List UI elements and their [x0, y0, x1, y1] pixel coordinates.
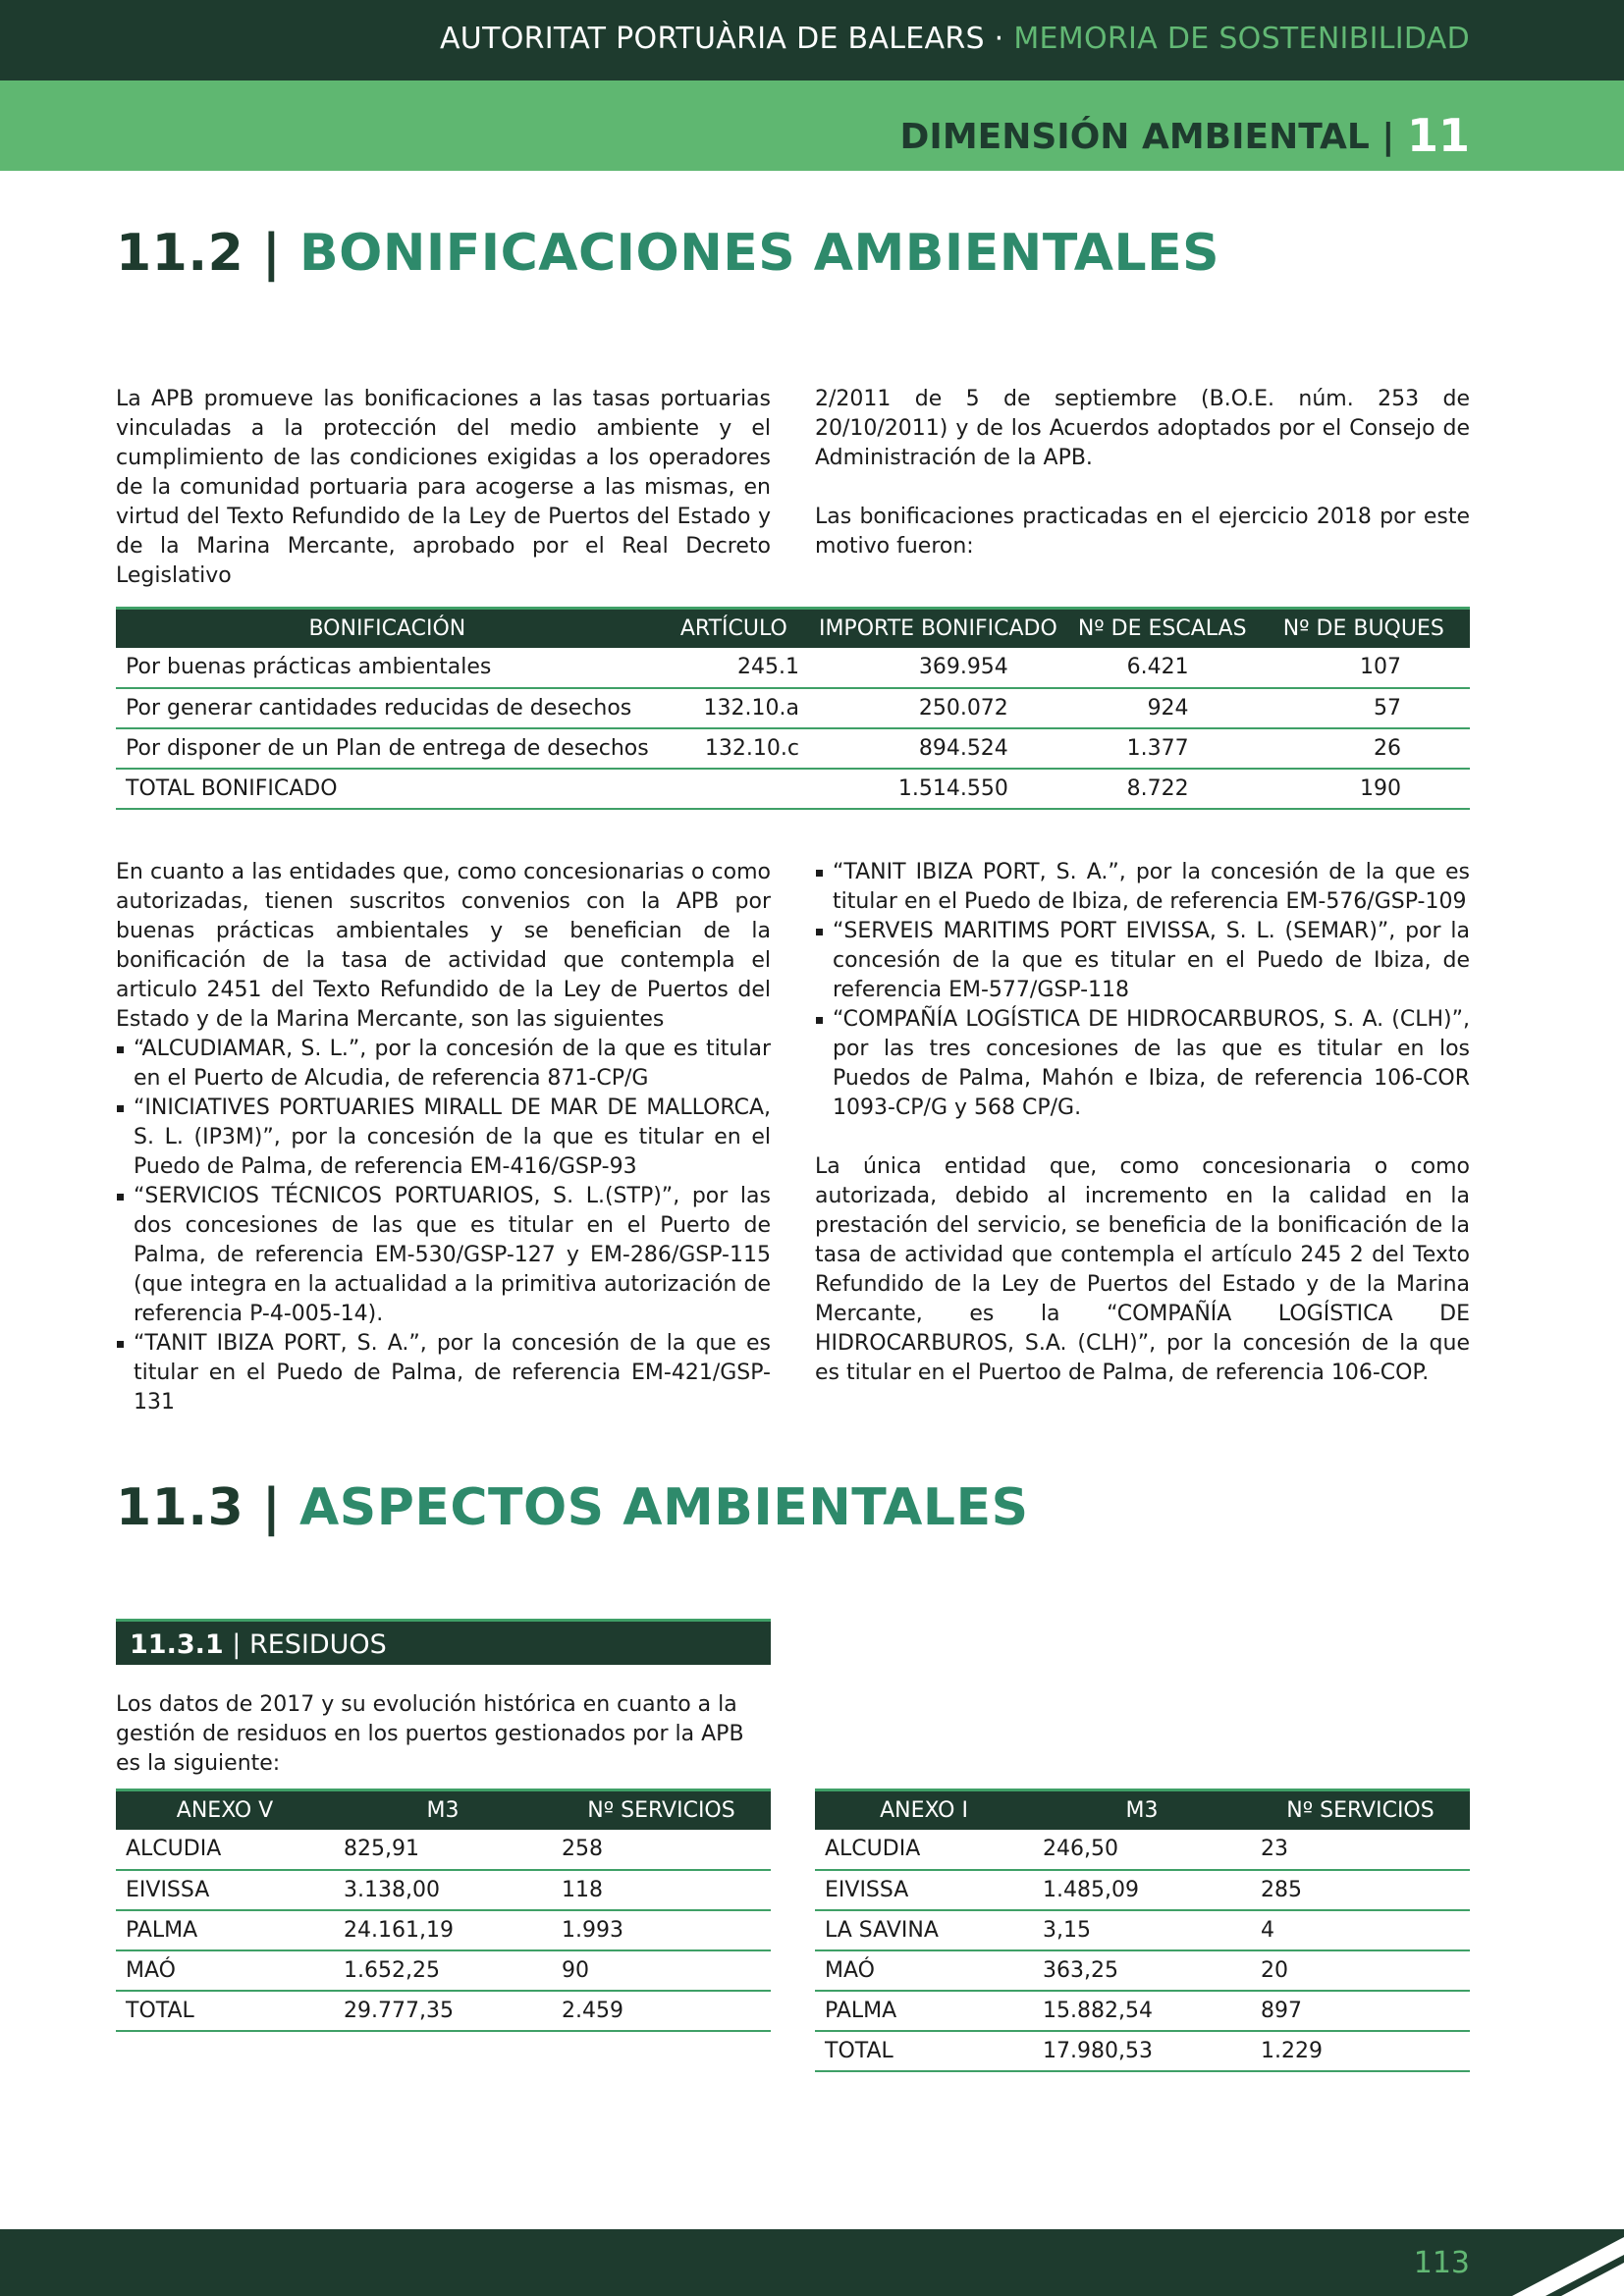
cell-servicios: 258 — [552, 1830, 771, 1870]
report-header — [440, 22, 1470, 56]
section-heading-11-2 — [116, 224, 1219, 283]
concessions-list-right — [815, 858, 1470, 1123]
table-header-row — [116, 1790, 771, 1830]
table-total-row — [116, 1991, 771, 2031]
cell-servicios: 1.993 — [552, 1910, 771, 1950]
cell-m3: 17.980,53 — [1033, 2031, 1251, 2071]
bonificaciones-table — [116, 607, 1470, 810]
cell-servicios: 23 — [1251, 1830, 1470, 1870]
cell-port: TOTAL — [815, 2031, 1033, 2071]
cell-m3: 3,15 — [1033, 1910, 1251, 1950]
cell-buques: 107 — [1258, 648, 1470, 688]
table-row — [815, 1991, 1470, 2031]
cell-servicios: 2.459 — [552, 1991, 771, 2031]
cell-articulo: 132.10.c — [659, 728, 809, 769]
table-row — [815, 1870, 1470, 1910]
table-row — [116, 648, 1470, 688]
residuos-intro: Los datos de 2017 y su evolución histórica en cuanto a la gestión de residuos en los puertos gestionados por la APB es la siguiente: — [116, 1692, 744, 1776]
chapter-number: 11 — [1406, 109, 1470, 162]
list-item: “SERVICIOS TÉCNICOS PORTUARIOS, S. L.(STP)”, por las dos concesiones de las que es titular en el Puerto de Palma, de referencia EM-530/GSP-127 y EM-286/GSP-115 (que integra en la actualidad a la primitiva autorización de referencia P-4-005-14). — [116, 1182, 771, 1329]
concessions-list-left — [116, 1035, 771, 1417]
cell-m3: 29.777,35 — [334, 1991, 552, 2031]
cell-buques: 190 — [1258, 769, 1470, 809]
section-heading-11-3 — [116, 1478, 1029, 1537]
col-header-servicios: Nº SERVICIOS — [552, 1790, 771, 1830]
cell-port: LA SAVINA — [815, 1910, 1033, 1950]
intro-left-column — [116, 385, 771, 591]
table-header-row — [815, 1790, 1470, 1830]
cell-articulo: 245.1 — [659, 648, 809, 688]
cell-bonificacion: Por buenas prácticas ambientales — [116, 648, 659, 688]
cell-port: ALCUDIA — [116, 1830, 334, 1870]
section-title: BONIFICACIONES AMBIENTALES — [299, 224, 1220, 283]
concessions-intro: En cuanto a las entidades que, como concesionarias o como autorizadas, tienen suscritos convenios con la APB por buenas prácticas ambientales y se benefician de la bonificación de la tasa de actividad que contempla el articulo 2451 del Texto Refundido de la Ley de Puertos del Estado y de la Marina Mercante, son las siguientes — [116, 860, 771, 1032]
cell-articulo — [659, 769, 809, 809]
col-header-escalas: Nº DE ESCALAS — [1067, 609, 1258, 648]
col-header-m3: M3 — [1033, 1790, 1251, 1830]
table-row — [116, 1830, 771, 1870]
bonuses-lead: Las bonificaciones practicadas en el ejercicio 2018 por este motivo fueron: — [815, 505, 1470, 559]
cell-buques: 57 — [1258, 688, 1470, 728]
cell-bonificacion: Por generar cantidades reducidas de desechos — [116, 688, 659, 728]
cell-servicios: 118 — [552, 1870, 771, 1910]
cell-port: MAÓ — [815, 1950, 1033, 1991]
anexo-i-table — [815, 1789, 1470, 2072]
cell-bonificacion: Por disponer de un Plan de entrega de desechos — [116, 728, 659, 769]
cell-escalas: 8.722 — [1067, 769, 1258, 809]
cell-articulo: 132.10.a — [659, 688, 809, 728]
list-item: “ALCUDIAMAR, S. L.”, por la concesión de la que es titular en el Puerto de Alcudia, de referencia 871-CP/G — [116, 1035, 771, 1094]
table-row — [116, 688, 1470, 728]
cell-port: ALCUDIA — [815, 1830, 1033, 1870]
cell-m3: 1.485,09 — [1033, 1870, 1251, 1910]
cell-escalas: 6.421 — [1067, 648, 1258, 688]
subsection-title: RESIDUOS — [248, 1629, 387, 1660]
footer-bar — [0, 2229, 1624, 2296]
cell-m3: 15.882,54 — [1033, 1991, 1251, 2031]
col-header-anexo: ANEXO I — [815, 1790, 1033, 1830]
quality-bonus-paragraph: La única entidad que, como concesionaria o como autorizada, debido al incremento en la calidad en la prestación del servicio, se beneficia de la bonificación de la tasa de actividad que contempla el artículo 245 2 del Texto Refundido de la Ley de Puertos del Estado y de la Marina Mercante, es la “COMPAÑÍA LOGÍSTICA DE HIDROCARBUROS, S.A. (CLH)”, por la concesión de la que es titular en el Puertoo de Palma, de referencia 106-COP. — [815, 1154, 1470, 1385]
chapter-separator: | — [1369, 117, 1407, 157]
cell-m3: 825,91 — [334, 1830, 552, 1870]
col-header-articulo: ARTÍCULO — [659, 609, 809, 648]
table-row — [116, 1910, 771, 1950]
cell-m3: 246,50 — [1033, 1830, 1251, 1870]
cell-m3: 3.138,00 — [334, 1870, 552, 1910]
section-separator: | — [244, 1478, 300, 1537]
cell-servicios: 897 — [1251, 1991, 1470, 2031]
section-separator: | — [244, 224, 300, 283]
cell-port: MAÓ — [116, 1950, 334, 1991]
cell-port: EIVISSA — [815, 1870, 1033, 1910]
chapter-header — [899, 106, 1470, 162]
cell-servicios: 1.229 — [1251, 2031, 1470, 2071]
table-row — [815, 1950, 1470, 1991]
cell-servicios: 20 — [1251, 1950, 1470, 1991]
cell-bonificacion: TOTAL BONIFICADO — [116, 769, 659, 809]
col-header-servicios: Nº SERVICIOS — [1251, 1790, 1470, 1830]
list-item: “SERVEIS MARITIMS PORT EIVISSA, S. L. (SEMAR)”, por la concesión de la que es titular en el Puedo de Ibiza, de referencia EM-577/GSP-118 — [815, 917, 1470, 1005]
cell-servicios: 285 — [1251, 1870, 1470, 1910]
cell-servicios: 90 — [552, 1950, 771, 1991]
section-title: ASPECTOS AMBIENTALES — [299, 1478, 1029, 1537]
cell-importe: 1.514.550 — [809, 769, 1067, 809]
subsection-number: 11.3.1 — [130, 1629, 224, 1660]
cell-m3: 1.652,25 — [334, 1950, 552, 1991]
org-name: AUTORITAT PORTUÀRIA DE BALEARS — [439, 22, 985, 56]
cell-port: PALMA — [815, 1991, 1033, 2031]
table-total-row — [116, 769, 1470, 809]
table-header-row — [116, 609, 1470, 648]
col-header-m3: M3 — [334, 1790, 552, 1830]
intro-continuation: 2/2011 de 5 de septiembre (B.O.E. núm. 253 de 20/10/2011) y de los Acuerdos adoptados por el Consejo de Administración de la APB. — [815, 387, 1470, 470]
intro-right-column — [815, 385, 1470, 561]
cell-port: PALMA — [116, 1910, 334, 1950]
list-item: “TANIT IBIZA PORT, S. A.”, por la concesión de la que es titular en el Puedo de Palma, de referencia EM-421/GSP-131 — [116, 1329, 771, 1417]
list-item: “INICIATIVES PORTUARIES MIRALL DE MAR DE MALLORCA, S. L. (IP3M)”, por la concesión de la que es titular en el Puedo de Palma, de referencia EM-416/GSP-93 — [116, 1094, 771, 1182]
section-number: 11.2 — [116, 224, 244, 283]
table-row — [116, 1870, 771, 1910]
section-number: 11.3 — [116, 1478, 244, 1537]
table-row — [116, 728, 1470, 769]
list-item: “TANIT IBIZA PORT, S. A.”, por la concesión de la que es titular en el Puedo de Ibiza, de referencia EM-576/GSP-109 — [815, 858, 1470, 917]
col-header-bonificacion: BONIFICACIÓN — [116, 609, 659, 648]
table-row — [815, 1830, 1470, 1870]
cell-buques: 26 — [1258, 728, 1470, 769]
subsection-separator: | — [223, 1629, 249, 1660]
cell-importe: 250.072 — [809, 688, 1067, 728]
concessions-right-column — [815, 858, 1470, 1388]
list-item: “COMPAÑÍA LOGÍSTICA DE HIDROCARBUROS, S. A. (CLH)”, por las tres concesiones de las que es titular en los Puedos de Palma, Mahón e Ibiza, de referencia 106-COR 1093-CP/G y 568 CP/G. — [815, 1005, 1470, 1123]
anexo-v-table — [116, 1789, 771, 2032]
page-number: 113 — [1413, 2246, 1470, 2280]
cell-escalas: 924 — [1067, 688, 1258, 728]
concessions-left-column — [116, 858, 771, 1417]
cell-m3: 363,25 — [1033, 1950, 1251, 1991]
col-header-importe: IMPORTE BONIFICADO — [809, 609, 1067, 648]
footer-stripe-decoration — [1492, 2229, 1624, 2296]
cell-importe: 369.954 — [809, 648, 1067, 688]
cell-m3: 24.161,19 — [334, 1910, 552, 1950]
header-separator: · — [984, 22, 1014, 56]
intro-paragraph: La APB promueve las bonificaciones a las tasas portuarias vinculadas a la protección del medio ambiente y el cumplimiento de las condiciones exigidas a los operadores de la comunidad portuaria para acogerse a las mismas, en virtud del Texto Refundido de la Ley de Puertos del Estado y de la Marina Mercante, aprobado por el Real Decreto Legislativo — [116, 387, 771, 588]
table-total-row — [815, 2031, 1470, 2071]
subsection-heading-11-3-1 — [116, 1619, 771, 1665]
cell-port: EIVISSA — [116, 1870, 334, 1910]
cell-port: TOTAL — [116, 1991, 334, 2031]
col-header-buques: Nº DE BUQUES — [1258, 609, 1470, 648]
cell-servicios: 4 — [1251, 1910, 1470, 1950]
report-name: MEMORIA DE SOSTENIBILIDAD — [1013, 22, 1470, 56]
table-row — [116, 1950, 771, 1991]
table-row — [815, 1910, 1470, 1950]
cell-escalas: 1.377 — [1067, 728, 1258, 769]
col-header-anexo: ANEXO V — [116, 1790, 334, 1830]
chapter-name: DIMENSIÓN AMBIENTAL — [899, 117, 1370, 157]
cell-importe: 894.524 — [809, 728, 1067, 769]
